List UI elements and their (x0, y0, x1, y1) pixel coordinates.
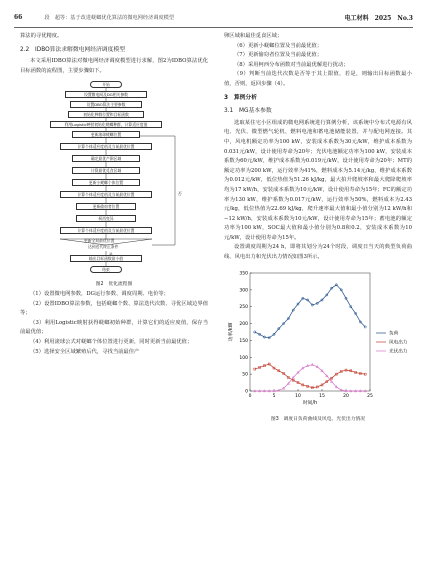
flow-no-label: 否 (178, 191, 182, 197)
flow-step-1: 设置微电网及DG相关参数 (65, 91, 147, 98)
legend-label: 风电出力 (389, 340, 408, 346)
step-3: （3）利用Logistic映射获得蜣螂初始种群，计算它们的适应度值，保存当前最优值； (20, 319, 208, 336)
x-tick-label: 5 (272, 393, 276, 399)
flow-step-7: 确定最优产卵区域 (72, 155, 140, 162)
flow-step-4: 利用Logistic映射初始化蜣螂种群，计算适应度值 (50, 121, 162, 128)
flow-decision: 达到迭代终止条件 (88, 244, 119, 250)
x-tick-label: 20 (343, 393, 349, 399)
x-tick-label: 0 (248, 393, 252, 399)
page-number: 66 (14, 13, 23, 21)
flow-step-14: 更新全局最优位置 (84, 238, 115, 244)
y-tick-label: 150 (239, 338, 248, 344)
y-axis-label: 功率/kW (229, 322, 234, 342)
section-heading-3: 3 算例分析 (224, 94, 258, 101)
x-tick-label: 25 (367, 393, 373, 399)
x-axis-label: 时间/h (302, 400, 318, 406)
y-tick-label: 200 (239, 321, 248, 327)
load-pv-wind-chart (224, 265, 412, 415)
paragraph: 选取某住宅小区组成的微电网系统进行算例分析，该系统中分布式电源有风电、光伏、微型燃气轮机、燃料电池和蓄电池储能装置，并与配电网连接。其中，风电机额定功率为100 kW，安装成本系数为30元/kW，维护成本系数为0.031元/kW，设计使用寿命为20年；光伏电池额定功率为100 kW，安装成本系数为60元/kW，维护成本系数为0.019元/kW，设计使用寿命为20年；MT的额定功率为200 kW，运行效率为41%，燃料成本为5.14元/kg，维护成本系数为0.012元/kW，低位热值为51.26 kJ/kg，最大拍升爬坡率和最大爬降爬坡率均为17 kW/h，安装成本系数为10元/kW，设计使用寿命为15年；FC的额定功率为130 kW，维护系数为0.017元/kW，运行效率为50%，燃料成本为2.43元/kg，低位热值为22.69 kJ/kg，爬升速率最大值和最小值分别为12 kW/h和−12 kW/h，安装成本系数为10元/kW，设计使用寿命为15年；蓄电池的额定功率为100 kW，SOC最大值和最小值分别为0.8和0.2，安装成本系数为10元/kW，设计使用寿命为15年。 (224, 119, 412, 241)
paragraph: 设置调度周期为24 h，即将其划分为24个时段，调度日当天的典型负荷曲线、风电出力和光伏出力情况如图3所示。 (224, 244, 412, 261)
step-1: （1）设置微电网参数，DG运行参数、调度周期、电价等； (30, 290, 169, 297)
flow-step-5: 更新滚球蜣螂位置 (72, 131, 140, 138)
y-tick-label: 100 (239, 355, 248, 361)
x-tick-label: 15 (319, 393, 325, 399)
flow-step-16: 输出目标函数最小值 (70, 255, 142, 262)
data-point (364, 325, 366, 327)
flow-step-2: 设置DBO算法主要参数 (70, 101, 142, 108)
flow-step-8: 计算最优觅食区域 (72, 167, 140, 174)
legend-label: 光伏出力 (389, 349, 408, 355)
figure-3-caption: 图3 调度日负荷曲线及风电、光伏出力情况 (270, 416, 366, 422)
flow-step-13: 计算个体适应度值及当前最优位置 (60, 227, 152, 234)
paragraph: 本文采用IDBO算法对微电网经济调度模型进行求解，图2为IDBO算法优化目标函数的流程图，主要步骤如下。 (20, 58, 208, 74)
left-column (20, 32, 208, 357)
flow-step-12: 柯西变异 (76, 215, 136, 222)
legend-label: 负荷 (389, 331, 399, 337)
step-5: （5）选择安全区域繁殖后代，寻找当前最佳产 (30, 348, 140, 355)
section-heading-3-1: 3.1 MG基本参数 (224, 108, 272, 115)
series-line-1 (255, 364, 365, 388)
flow-step-6: 计算个体适应度值及当前最优位置 (60, 143, 152, 150)
flow-step-10: 计算个体适应度值及当前最优位置 (60, 191, 152, 198)
paragraph: 算法的寻优精度。 (20, 33, 63, 39)
step-7: （7）更新偷窃者位置及当前最优值； (234, 52, 323, 59)
y-tick-label: 50 (242, 372, 248, 378)
section-heading-2-2: 2.2 IDBO算法求解微电网经济调度模型 (20, 46, 125, 53)
paragraph: 卵区域和最佳觅食区域； (224, 33, 283, 39)
step-2: （2）设置IDBO算法参数，包括蜣螂个数、算法迭代次数、寻优区域边界值等； (20, 300, 208, 317)
flowchart (20, 79, 208, 277)
journal-name: 电工材料 2025 No.3 (344, 14, 413, 22)
series-line-0 (255, 284, 365, 337)
flow-step-9: 更新小蜣螂个体位置 (72, 179, 140, 186)
right-column (224, 32, 412, 424)
page-header (14, 10, 413, 24)
flow-end: 结束 (90, 266, 122, 273)
running-title: 段 超等：基于改进蜣螂优化算法的微电网经济调度模型 (44, 14, 175, 21)
x-tick-label: 10 (295, 393, 301, 399)
y-tick-label: 350 (239, 271, 248, 277)
flow-start: 开始 (90, 81, 122, 88)
step-6: （6）更新小蜣螂位置及当前最优值； (234, 42, 323, 49)
figure-2-caption: 图2 优化流程图 (95, 282, 133, 288)
flow-step-11: 更新偷窃者位置 (76, 203, 136, 210)
step-8: （8）采用柯西分布函数对当前最优解进行扰动； (234, 61, 349, 68)
y-tick-label: 0 (245, 389, 248, 395)
y-tick-label: 300 (239, 288, 248, 294)
step-9: （9）判断当前迭代次数是否等于其上限值，若是，则输出目标函数最小值，否则，返回步骤（4）。 (224, 71, 412, 87)
step-4: （4）利用滚球公式对蜣螂个体位置进行更新，同时更新当前最优值； (30, 338, 193, 345)
flow-step-3: 初始化种群位置和目标函数 (68, 111, 144, 118)
y-tick-label: 250 (239, 304, 248, 310)
chart-svg (224, 265, 412, 415)
header-divider (14, 27, 413, 28)
plot-frame (250, 273, 370, 391)
